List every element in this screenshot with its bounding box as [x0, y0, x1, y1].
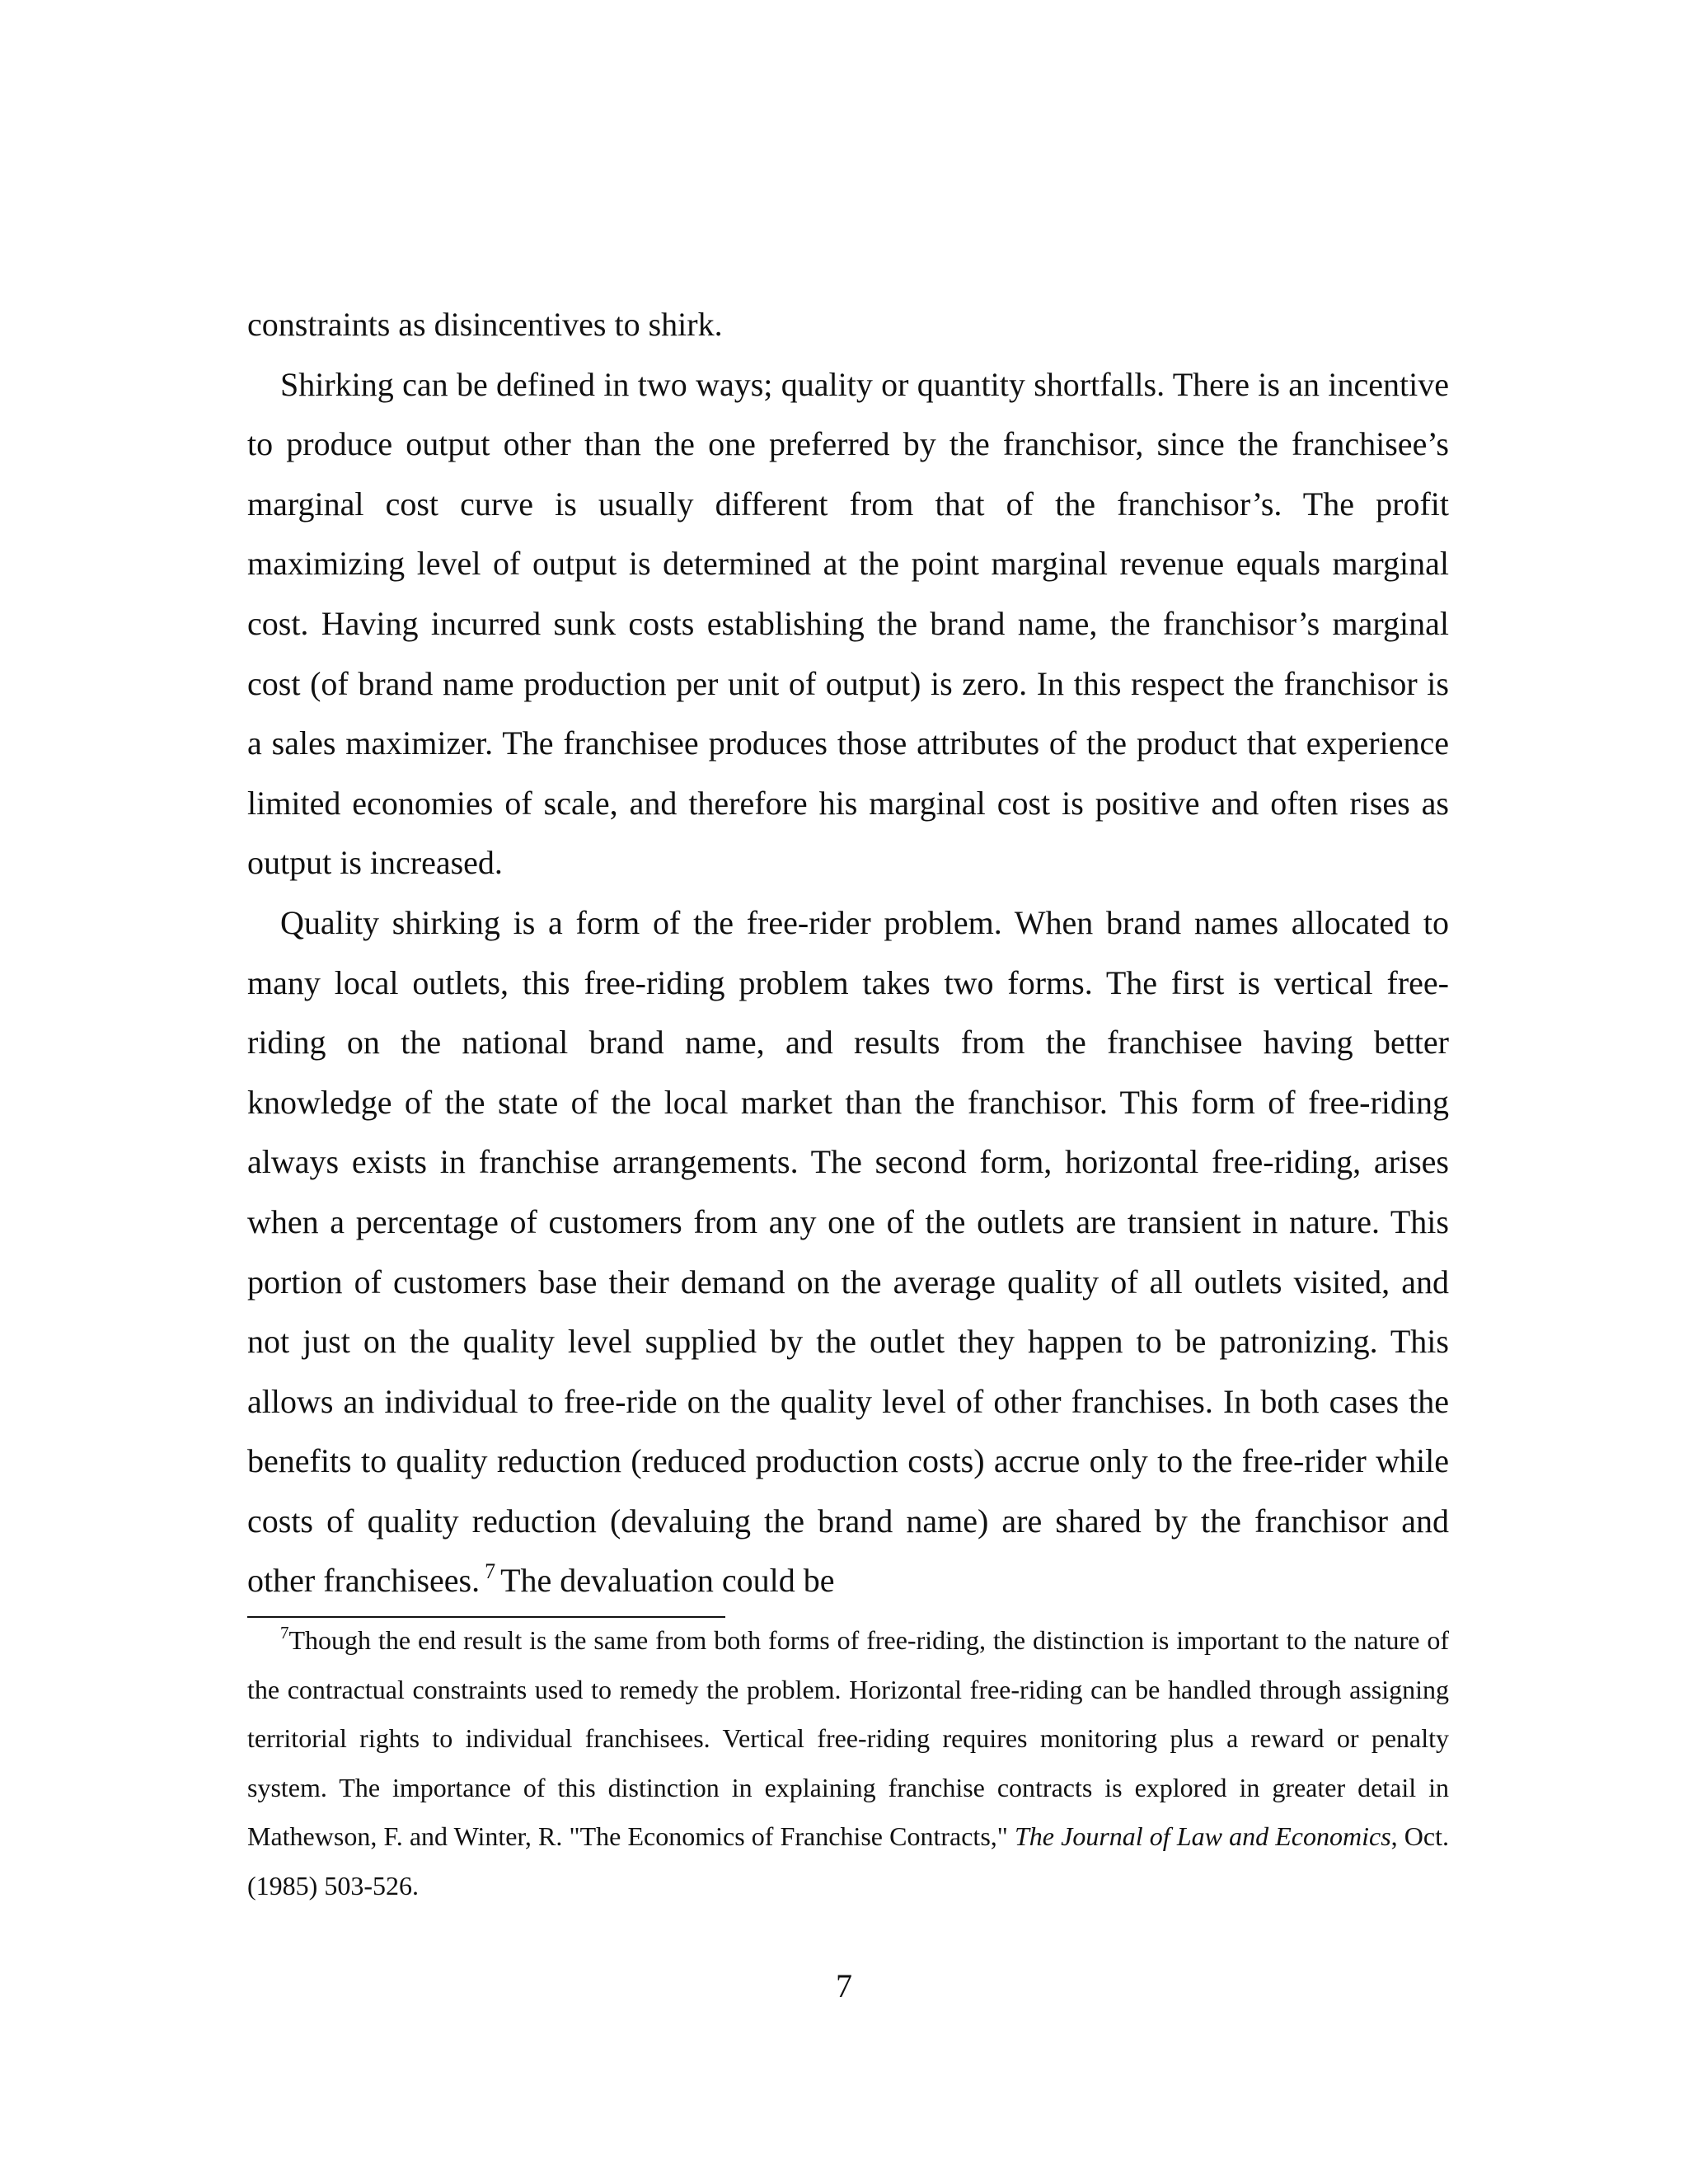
paragraph-continuation: constraints as disincentives to shirk. [247, 306, 723, 343]
page-number: 7 [836, 1967, 852, 2004]
footnote-journal-title: The Journal of Law and Economics [1014, 1821, 1391, 1851]
footnote-7 [247, 1616, 1449, 1910]
footnote-reference-7: 7 [485, 1559, 496, 1584]
paragraph-tail: The devaluation could be [500, 1562, 835, 1600]
body-text [247, 295, 1449, 1611]
paragraph-shirking-definition: Shirking can be defined in two ways; quality or quantity shortfalls. There is an incentive to produce output other than the one preferred by the franchisor, since the franchisee’s marginal cost curve is usually different from that of the franchisor’s. The profit maximizing level of output is determined at the point marginal revenue equals marginal cost. Having incurred sunk costs establishing the brand name, the franchisor’s marginal cost (of brand name production per unit of output) is zero. In this respect the franchisor is a sales maximizer. The franchisee produces those attributes of the product that experience limited economies of scale, and therefore his marginal cost is positive and often rises as output is increased. [247, 365, 1449, 882]
footnote-citation-tail: , Oct. (1985) 503-526. [247, 1821, 1449, 1900]
footnote-text [247, 1616, 1449, 1910]
paragraph-quality-shirking [247, 893, 1449, 1611]
paragraph-quality-shirking-text: Quality shirking is a form of the free-rider problem. When brand names allocated to many local outlets, this free-riding problem takes two forms. The first is vertical free-riding on the national brand name, and results from the franchisee having better knowledge of the state of the local market than the franchisor. This form of free-riding always exists in franchise arrangements. The second form, horizontal free-riding, arises when a percentage of customers from any one of the outlets are transient in nature. This portion of customers base their demand on the average quality of all outlets visited, and not just on the quality level supplied by the outlet they happen to be patronizing. This allows an individual to free-ride on the quality level of other franchises. In both cases the benefits to quality reduction (reduced production costs) accrue only to the free-rider while costs of quality reduction (devaluing the brand name) are shared by the franchisor and other franchisees. [247, 903, 1449, 1600]
footnote-text-main: Though the end result is the same from both forms of free-riding, the distinction is important to the nature of the contractual constraints used to remedy the problem. Horizontal free-riding can be handled through assigning territorial rights to individual franchisees. Vertical free-riding requires monitoring plus a reward or penalty system. The importance of this distinction in explaining franchise contracts is explored in greater detail in Mathewson, F. and Winter, R. "The Economics of Franchise Contracts," [247, 1625, 1449, 1851]
footnote-marker: 7 [280, 1623, 289, 1643]
